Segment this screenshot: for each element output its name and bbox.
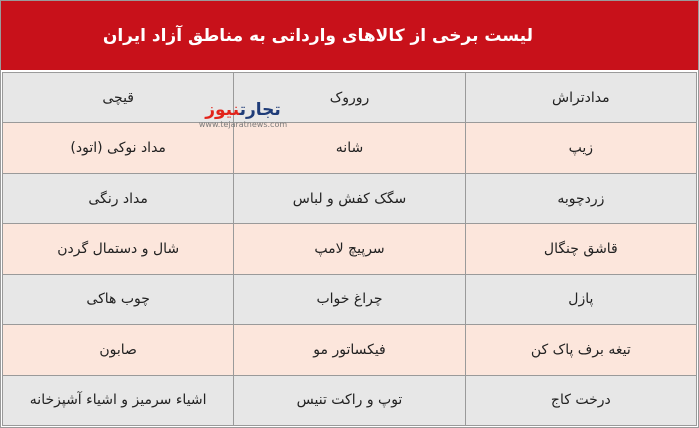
table-cell: درخت کاج	[465, 375, 696, 425]
column-header: روروک	[234, 73, 465, 123]
table-cell: سگک کفش و لباس	[234, 173, 465, 223]
table-cell: مداد رنگی	[3, 173, 234, 223]
column-header: قیچی	[3, 73, 234, 123]
table-row	[3, 123, 697, 173]
table-cell: فیکساتور مو	[234, 325, 465, 375]
table-row	[3, 274, 697, 324]
table-cell: چوب هاکی	[3, 274, 234, 324]
imports-table	[2, 72, 697, 426]
table-header	[1, 1, 698, 70]
watermark-url: www.tejaratnews.com	[198, 120, 288, 129]
table-cell: توپ و راکت تنیس	[234, 375, 465, 425]
table-cell: صابون	[3, 325, 234, 375]
table-cell: اشیاء سرمیز و اشیاء آشپزخانه	[3, 375, 234, 425]
table-row	[3, 173, 697, 223]
table-cell: شال و دستمال گردن	[3, 224, 234, 274]
table-cell: تیغه برف پاک کن	[465, 325, 696, 375]
table-row	[3, 224, 697, 274]
table-cell: مداد نوکی (اتود)	[3, 123, 234, 173]
watermark-brand-part1: تجارت	[239, 100, 281, 120]
table-cell: پازل	[465, 274, 696, 324]
watermark-brand-part2: نیوز	[205, 100, 240, 120]
table-cell: قاشق چنگال	[465, 224, 696, 274]
table-cell: سرپیچ لامپ	[234, 224, 465, 274]
table-cell: چراغ خواب	[234, 274, 465, 324]
page-title: لیست برخی از کالاهای وارداتی به مناطق آزاد ایران	[102, 25, 533, 46]
table-cell: شانه	[234, 123, 465, 173]
column-header: مدادتراش	[465, 73, 696, 123]
table-cell: زردچوبه	[465, 173, 696, 223]
table-row	[3, 325, 697, 375]
table-header-row	[3, 73, 697, 123]
table-cell: زیپ	[465, 123, 696, 173]
table-row	[3, 375, 697, 425]
